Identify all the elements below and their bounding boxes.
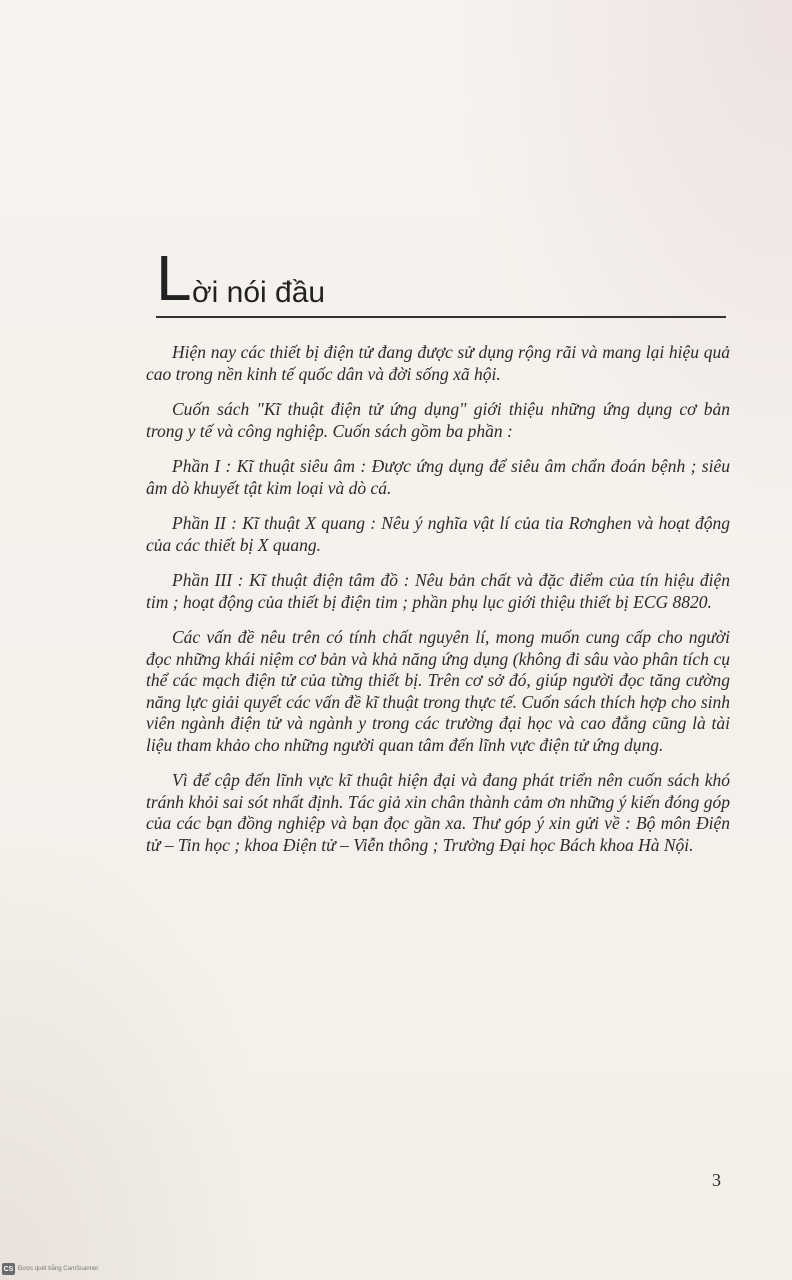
paragraph-book-overview: Cuốn sách "Kĩ thuật điện tử ứng dụng" giới thiệu những ứng dụng cơ bản trong y tế và công nghiệp. Cuốn sách gồm ba phần : <box>146 399 730 441</box>
page-number: 3 <box>712 1170 721 1190</box>
page-title <box>156 244 726 324</box>
paragraph-part-1: Phần I : Kĩ thuật siêu âm : Được ứng dụng để siêu âm chẩn đoán bệnh ; siêu âm dò khuyết tật kim loại và dò cá. <box>146 456 730 498</box>
title-text: ời nói đầu <box>192 276 326 309</box>
paragraph-intro: Hiện nay các thiết bị điện tử đang được sử dụng rộng rãi và mang lại hiệu quả cao trong nền kinh tế quốc dân và đời sống xã hội. <box>146 342 730 384</box>
scanner-watermark <box>2 1262 98 1276</box>
preface-body <box>146 342 730 870</box>
title-underline <box>156 316 726 318</box>
title-initial-letter: L <box>156 242 192 314</box>
scanner-text: Được quét bằng CamScanner <box>18 1266 99 1272</box>
paragraph-part-3: Phần III : Kĩ thuật điện tâm đồ : Nêu bản chất và đặc điểm của tín hiệu điện tim ; hoạt động của thiết bị điện tim ; phần phụ lục giới thiệu thiết bị ECG 8820. <box>146 570 730 612</box>
paragraph-acknowledgement: Vì để cập đến lĩnh vực kĩ thuật hiện đại và đang phát triển nên cuốn sách khó tránh khỏi sai sót nhất định. Tác giả xin chân thành cảm ơn những ý kiến đóng góp của các bạn đồng nghiệp và bạn đọc gần xa. Thư góp ý xin gửi về : Bộ môn Điện tử – Tin học ; khoa Điện tử – Viễn thông ; Trường Đại học Bách khoa Hà Nội. <box>146 770 730 855</box>
paragraph-purpose: Các vấn đề nêu trên có tính chất nguyên lí, mong muốn cung cấp cho người đọc những khái niệm cơ bản và khả năng ứng dụng (không đi sâu vào phân tích cụ thể các mạch điện tử của từng thiết bị. Trên cơ sở đó, giúp người đọc tăng cường năng lực giải quyết các vấn đề kĩ thuật trong thực tế. Cuốn sách thích hợp cho sinh viên ngành điện tử và ngành y trong các trường đại học và cao đẳng cũng là tài liệu tham khảo cho những người quan tâm đến lĩnh vực điện tử ứng dụng. <box>146 627 730 755</box>
paragraph-part-2: Phần II : Kĩ thuật X quang : Nêu ý nghĩa vật lí của tia Rơnghen và hoạt động của các thiết bị X quang. <box>146 513 730 555</box>
camscanner-logo-icon: CS <box>2 1263 15 1275</box>
